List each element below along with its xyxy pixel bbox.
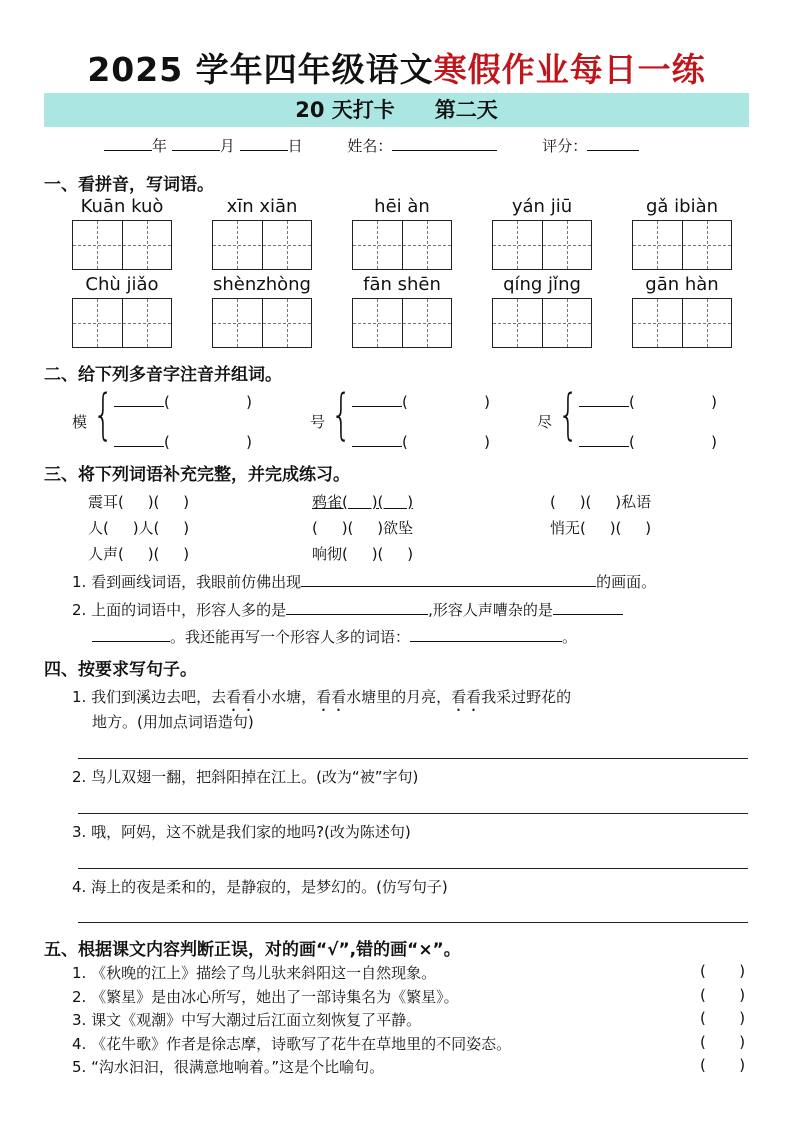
grid-guide-line — [97, 299, 98, 347]
pinyin-word-row — [579, 432, 717, 451]
grid-guide-line — [213, 323, 311, 324]
grid-guide-line — [657, 299, 658, 347]
pinyin-label: Chù jiǎo — [85, 274, 159, 295]
section2-heading: 二、给下列多音字注音并组词。 — [44, 365, 282, 385]
grid-guide-line — [707, 221, 708, 269]
pinyin-blank[interactable] — [579, 392, 629, 407]
pinyin-blank[interactable] — [114, 432, 164, 447]
month-blank[interactable] — [172, 136, 220, 151]
page-title — [0, 44, 793, 91]
q2-text: 2. 上面的词语中，形容人多的是 — [72, 601, 287, 619]
idiom-item[interactable]: 响彻( )( ) — [312, 545, 414, 563]
answer-paren[interactable]: ( ) — [700, 1032, 746, 1051]
answer-paren[interactable]: ( ) — [700, 962, 746, 980]
dotted-word: 看看 — [451, 688, 482, 706]
s4-q2: 2. 鸟儿双翅一翻，把斜阳掉在江上。(改为“被”字句) — [72, 768, 419, 786]
section4-heading: 四、按要求写句子。 — [44, 660, 197, 680]
writing-box[interactable] — [492, 298, 592, 348]
section5-heading: 五、根据课文内容判断正误，对的画“√”,错的画“×”。 — [44, 940, 461, 960]
grid-guide-line — [493, 245, 591, 246]
grid-guide-line — [377, 299, 378, 347]
polyphone-char: 号 — [310, 413, 326, 431]
s4-q1-line2: 地方。(用加点词语造句) — [92, 713, 254, 731]
score-blank[interactable] — [587, 136, 639, 151]
writing-box[interactable] — [72, 298, 172, 348]
pinyin-blank[interactable] — [114, 392, 164, 407]
s3-q1 — [72, 571, 656, 592]
grid-guide-line — [657, 221, 658, 269]
q2-blank2[interactable] — [553, 600, 623, 615]
pinyin-label: fān shēn — [363, 274, 441, 295]
grid-guide-line — [287, 221, 288, 269]
q1-part: 1. 我们到溪边去吧，去 — [72, 688, 227, 706]
word-paren[interactable]: ( ) — [629, 433, 717, 451]
pinyin-blank[interactable] — [579, 432, 629, 447]
grid-guide-line — [73, 323, 171, 324]
pinyin-label: gǎ ibiàn — [645, 196, 719, 217]
judgement-item: 1. 《秋晚的江上》描绘了鸟儿驮来斜阳这一自然现象。 — [72, 964, 437, 982]
grid-guide-line — [377, 221, 378, 269]
grid-guide-line — [147, 299, 148, 347]
q1-text: 1. 看到画线词语，我眼前仿佛出现 — [72, 573, 302, 591]
q2-blank1[interactable] — [286, 600, 428, 615]
writing-box[interactable] — [352, 298, 452, 348]
writing-box[interactable] — [212, 220, 312, 270]
grid-guide-line — [237, 299, 238, 347]
section1-heading: 一、看拼音，写词语。 — [44, 175, 214, 195]
answer-line-2[interactable] — [78, 813, 748, 814]
section3-heading: 三、将下列词语补充完整，并完成练习。 — [44, 465, 350, 485]
title-red: 寒假作业每日一练 — [433, 50, 706, 89]
s3-q2 — [72, 599, 623, 620]
q1-part: 我采过野花的 — [481, 688, 572, 706]
pinyin-label: hēi àn — [374, 196, 430, 217]
year-label: 年 — [152, 137, 168, 155]
grid-guide-line — [353, 245, 451, 246]
polyphone-char: 尽 — [537, 413, 553, 431]
pinyin-word-row — [114, 392, 252, 411]
grid-guide-line — [517, 221, 518, 269]
grid-guide-line — [517, 299, 518, 347]
score-label: 评分： — [542, 137, 588, 155]
year-blank[interactable] — [104, 136, 152, 151]
q1-part: 小水塘， — [256, 688, 317, 706]
q2-text2: ,形容人声嘈杂的是 — [428, 601, 553, 619]
grid-guide-line — [97, 221, 98, 269]
polyphone-char: 模 — [72, 413, 88, 431]
grid-guide-line — [287, 299, 288, 347]
q2-text3: 。我还能再写一个形容人多的词语： — [170, 628, 411, 646]
grid-guide-line — [427, 299, 428, 347]
grid-guide-line — [213, 245, 311, 246]
brace-icon: { — [330, 383, 352, 446]
word-paren[interactable]: ( ) — [402, 433, 490, 451]
writing-box[interactable] — [72, 220, 172, 270]
pinyin-label: yán jiū — [511, 196, 573, 217]
dotted-word: 看看 — [316, 688, 347, 706]
q2-blank3[interactable] — [92, 627, 170, 642]
idiom-item[interactable]: ( )( )欲坠 — [312, 519, 414, 537]
day-banner — [44, 93, 749, 127]
idiom-item[interactable]: 人( )人( ) — [88, 519, 190, 537]
grid-guide-line — [567, 299, 568, 347]
pinyin-label: xīn xiān — [226, 196, 298, 217]
word-paren[interactable]: ( ) — [629, 393, 717, 411]
writing-box[interactable] — [632, 220, 732, 270]
answer-paren[interactable]: ( ) — [700, 1009, 746, 1027]
q2-blank4[interactable] — [410, 627, 562, 642]
pinyin-word-row — [352, 432, 490, 451]
idiom-item[interactable]: 鸦雀( )( ) — [312, 493, 414, 511]
s4-q4: 4. 海上的夜是柔和的，是静寂的，是梦幻的。(仿写句子) — [72, 878, 448, 896]
pinyin-word-row — [114, 432, 252, 451]
grid-guide-line — [633, 323, 731, 324]
pinyin-label: qíng jǐng — [503, 274, 581, 295]
writing-box[interactable] — [492, 220, 592, 270]
grid-guide-line — [567, 221, 568, 269]
dotted-word: 看看 — [226, 688, 257, 706]
pinyin-word-row — [579, 392, 717, 411]
grid-guide-line — [707, 299, 708, 347]
q1-part: 水塘里的月亮， — [346, 688, 452, 706]
pinyin-word-row — [352, 392, 490, 411]
idiom-item[interactable]: 悄无( )( ) — [550, 519, 652, 537]
grid-guide-line — [353, 323, 451, 324]
judgement-item: 4. 《花牛歌》作者是徐志摩，诗歌写了花牛在草地里的不同姿态。 — [72, 1034, 512, 1053]
q1-blank[interactable] — [301, 572, 596, 587]
pinyin-label: gān hàn — [645, 274, 719, 295]
grid-guide-line — [237, 221, 238, 269]
answer-line-1[interactable] — [78, 758, 748, 759]
name-label: 姓名： — [347, 137, 393, 155]
word-paren[interactable]: ( ) — [402, 393, 490, 411]
q2-end: 。 — [562, 628, 578, 646]
pinyin-label: Kuān kuò — [80, 196, 164, 217]
answer-paren[interactable]: ( ) — [700, 1056, 746, 1074]
pinyin-label: shènzhòng — [213, 274, 311, 295]
brace-icon: { — [557, 383, 579, 446]
grid-guide-line — [633, 245, 731, 246]
pinyin-blank[interactable] — [352, 392, 402, 407]
writing-box[interactable] — [352, 220, 452, 270]
answer-paren[interactable]: ( ) — [700, 985, 746, 1004]
judgement-item: 5. “沟水汩汩，很满意地响着。”这是个比喻句。 — [72, 1058, 385, 1076]
answer-line-3[interactable] — [78, 868, 748, 869]
info-line — [104, 135, 639, 156]
s4-q3: 3. 哦，阿妈，这不就是我们家的地吗?(改为陈述句) — [72, 823, 411, 841]
day-label: 日 — [287, 137, 303, 155]
pinyin-blank[interactable] — [352, 432, 402, 447]
banner-right: 第二天 — [434, 98, 498, 122]
title-black: 2025 学年四年级语文 — [87, 50, 434, 89]
writing-box[interactable] — [632, 298, 732, 348]
idiom-item[interactable]: 震耳( )( ) — [88, 493, 190, 511]
answer-line-4[interactable] — [78, 922, 748, 923]
name-blank[interactable] — [392, 136, 497, 151]
grid-guide-line — [73, 245, 171, 246]
idiom-item[interactable]: ( )( )私语 — [550, 493, 652, 511]
grid-guide-line — [427, 221, 428, 269]
q1-end: 的画面。 — [596, 573, 657, 591]
word-paren[interactable]: ( ) — [164, 433, 252, 451]
grid-guide-line — [493, 323, 591, 324]
brace-icon: { — [92, 383, 114, 446]
month-label: 月 — [219, 137, 235, 155]
judgement-item: 3. 课文《观潮》中写大潮过后江面立刻恢复了平静。 — [72, 1011, 422, 1029]
grid-guide-line — [147, 221, 148, 269]
writing-box[interactable] — [212, 298, 312, 348]
banner-left: 20 天打卡 — [295, 98, 395, 122]
idiom-item[interactable]: 人声( )( ) — [88, 545, 190, 563]
judgement-item: 2. 《繁星》是由冰心所写，她出了一部诗集名为《繁星》。 — [72, 987, 459, 1006]
s3-q2-cont — [92, 626, 577, 647]
word-paren[interactable]: ( ) — [164, 393, 252, 411]
day-blank[interactable] — [240, 136, 288, 151]
